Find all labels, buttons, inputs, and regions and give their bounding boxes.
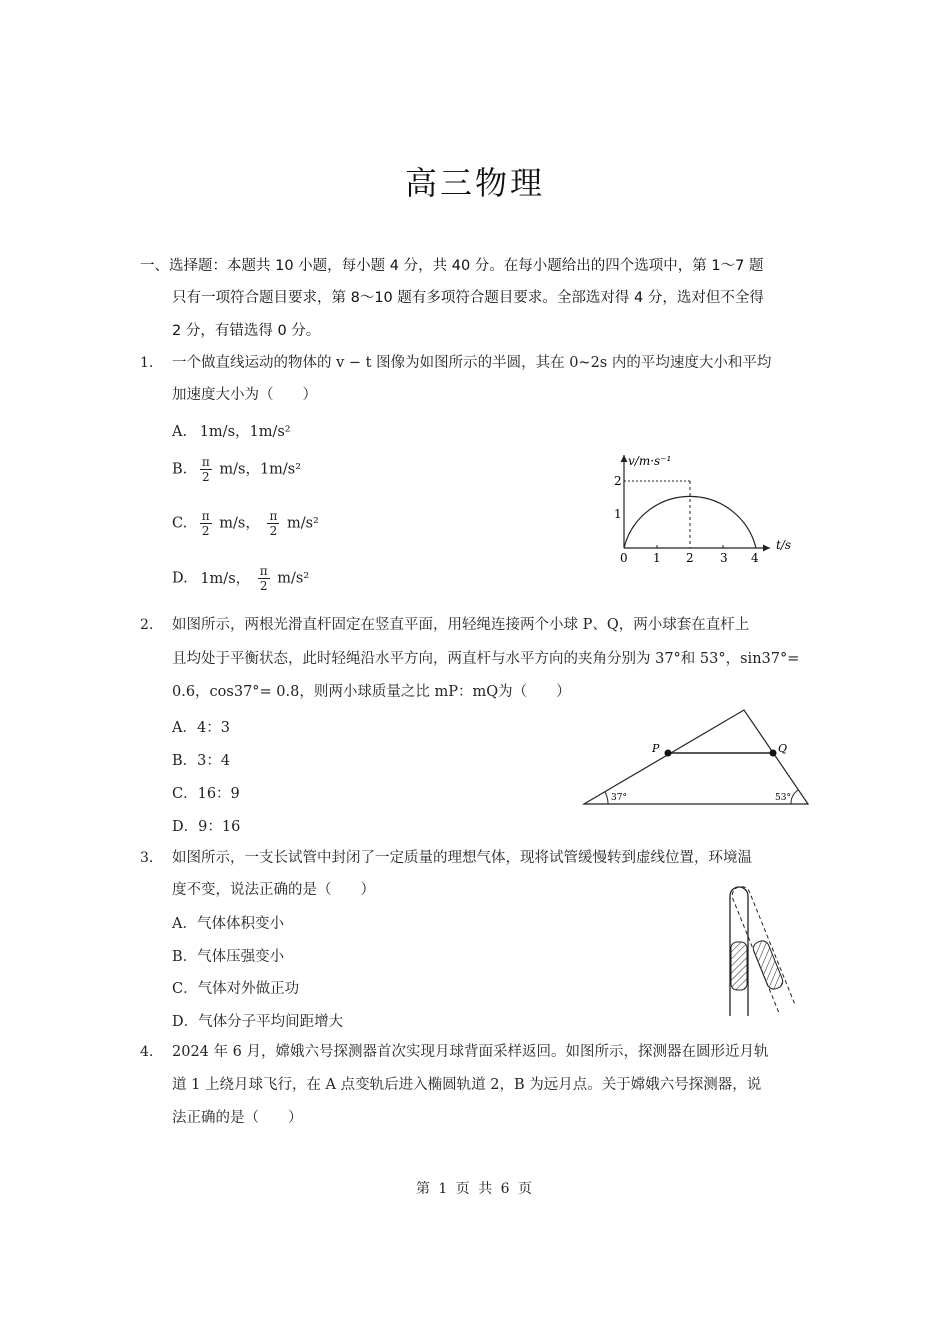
q1-option-c-fraction-2: $\frac{\pi}{2}$ [269,509,278,538]
q1-option-d [172,564,309,593]
q3-number: 3. [140,850,154,866]
q4-number: 4. [140,1044,154,1060]
q2-triangle-figure [578,700,814,810]
q3-stem-line-1: 如图所示，一支长试管中封闭了一定质量的理想气体，现将试管缓慢转到虚线位置，环境温 [172,850,752,866]
q2-ball-q [770,750,777,757]
q1-x-tick-4: 4 [751,551,759,565]
q3-mercury-column-tilted [751,939,785,991]
q1-y-tick-2: 2 [614,474,622,488]
q1-number: 1. [140,355,154,371]
section-heading-line-3: 2 分，有错选得 0 分。 [172,323,321,339]
q2-option-c: C．16：9 [172,786,240,802]
q1-option-c-text-1: m/s， [219,515,260,532]
q1-option-c-text-2: m/s² [286,515,319,532]
q2-angle-arc-right [791,790,798,804]
q1-option-a-text: 1m/s，1m/s² [199,424,291,440]
q1-vt-graph [600,445,810,570]
q2-angle-right: 53° [775,793,791,803]
q2-stem-line-1: 如图所示，两根光滑直杆固定在竖直平面，用轻绳连接两个小球 P、Q，两小球套在直杆上 [172,617,750,633]
q1-stem-line-2: 加速度大小为（ ） [172,387,317,403]
q1-option-a-label: A. [172,424,188,440]
q4-stem-line-1: 2024 年 6 月，嫦娥六号探测器首次实现月球背面采样返回。如图所示，探测器在圆形近月轨 [172,1044,769,1060]
q2-option-a: A．4：3 [172,720,230,736]
q2-triangle [584,710,808,804]
q2-stem-line-2: 且均处于平衡状态，此时轻绳沿水平方向，两直杆与水平方向的夹角分别为 37°和 53°，sin37°= [172,651,800,667]
q2-stem-line-3: 0.6，cos37°= 0.8，则两小球质量之比 mP：mQ为（ ） [172,684,571,700]
q3-option-d: D．气体分子平均间距增大 [172,1014,344,1030]
page-footer: 第 1 页 共 6 页 [415,1181,535,1197]
q1-x-axis-label: t/s [776,538,792,552]
q4-stem-line-2: 道 1 上绕月球飞行，在 A 点变轨后进入椭圆轨道 2，B 为远月点。关于嫦娥六号探测器，说 [172,1077,762,1093]
q1-option-c-label: C. [172,515,188,532]
q4-stem-line-3: 法正确的是（ ） [172,1110,303,1126]
q3-mercury-column-vertical [731,942,747,990]
q1-x-tick-2: 2 [686,551,694,565]
q2-label-q: Q [778,742,788,755]
q2-label-p: P [652,742,660,755]
q1-stem-line-1: 一个做直线运动的物体的 v − t 图像为如图所示的半圆，其在 0~2s 内的平均速度大小和平均 [172,355,772,371]
q2-angle-arc-left [605,792,608,804]
q2-option-b: B．3：4 [172,753,231,769]
q3-option-c: C．气体对外做正功 [172,981,300,997]
q1-y-axis-label: v/m·s⁻¹ [628,454,672,468]
q1-semicircle-curve [624,496,756,548]
q3-option-a: A．气体体积变小 [172,916,284,932]
q1-x-tick-1: 1 [653,551,661,565]
q3-stem-line-2: 度不变，说法正确的是（ ） [172,882,375,898]
q3-test-tube-figure [718,880,828,1020]
q2-number: 2. [140,617,154,633]
page-title: 高三物理 [404,164,545,202]
q1-option-b-fraction: $\frac{\pi}{2}$ [201,455,210,484]
q2-option-d: D．9：16 [172,819,241,835]
q1-y-tick-1: 1 [614,507,622,521]
q1-option-d-text-1: 1m/s， [200,570,251,587]
section-heading-line-1: 一、选择题：本题共 10 小题，每小题 4 分，共 40 分。在每小题给出的四个选项中，第 1～7 题 [140,258,764,274]
q1-option-b [172,455,301,484]
q1-option-d-fraction: $\frac{\pi}{2}$ [259,564,268,593]
q1-option-b-label: B. [172,461,188,478]
q1-x-tick-0: 0 [620,551,628,565]
q1-option-b-text: m/s，1m/s² [219,461,302,478]
section-heading-line-2: 只有一项符合题目要求，第 8～10 题有多项符合题目要求。全部选对得 4 分，选对但不全得 [172,290,764,306]
q3-option-b: B．气体压强变小 [172,949,285,965]
q1-x-tick-3: 3 [720,551,728,565]
q1-option-c [172,509,319,538]
q2-ball-p [665,750,672,757]
q1-option-d-text-2: m/s² [277,570,310,587]
q2-angle-left: 37° [611,793,627,803]
q1-option-d-label: D. [172,570,188,587]
q1-option-c-fraction-1: $\frac{\pi}{2}$ [201,509,210,538]
q1-option-a [172,420,291,441]
